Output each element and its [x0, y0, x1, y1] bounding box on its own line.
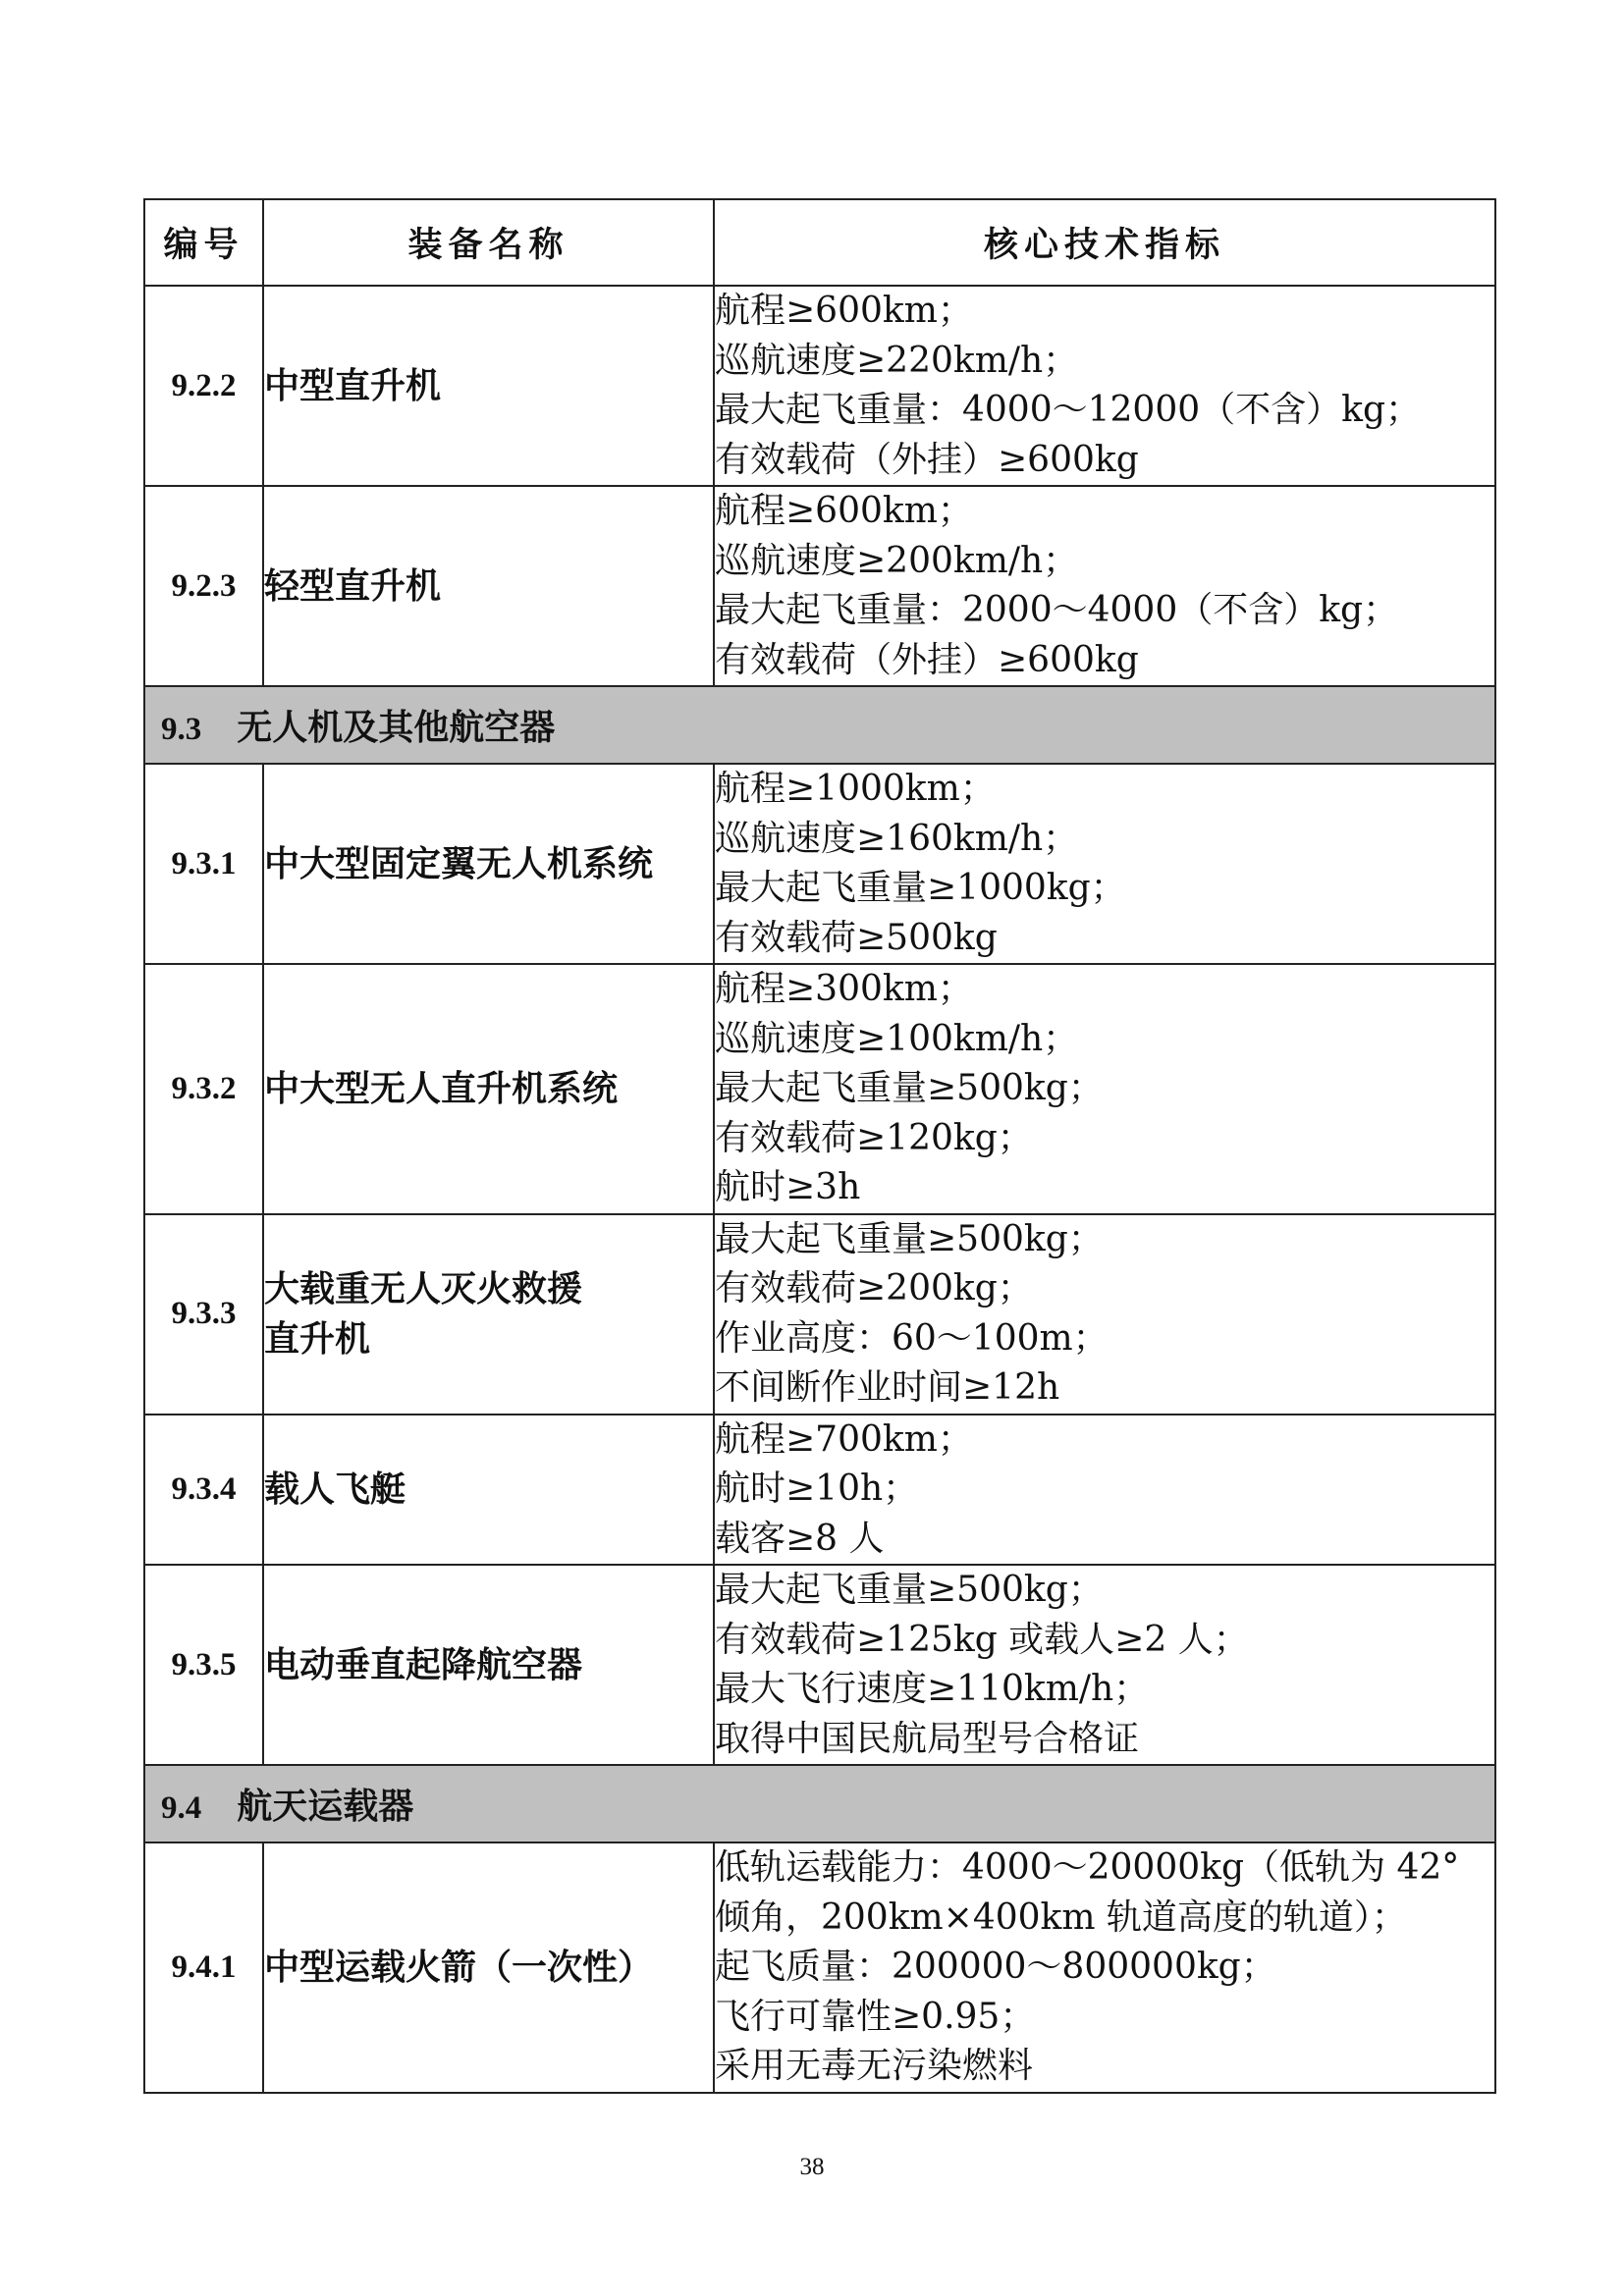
equipment-name — [263, 286, 714, 486]
spec-line: 采用无毒无污染燃料 — [715, 2046, 1034, 2086]
equipment-name — [263, 1415, 714, 1566]
spec-line: 作业高度：60～100m； — [715, 1317, 1109, 1359]
section-label: 航天运载器 — [237, 1787, 414, 1827]
item-number: 9.3.5 — [144, 1565, 263, 1765]
equipment-name-line: 中型运载火箭（一次性） — [264, 1947, 654, 1988]
tech-specs — [714, 486, 1495, 686]
equipment-name-line: 中大型无人直升机系统 — [264, 1068, 619, 1109]
item-number: 9.2.3 — [144, 486, 263, 686]
tech-specs — [714, 1415, 1495, 1566]
item-number: 9.2.2 — [144, 286, 263, 486]
spec-line: 有效载荷≥200kg； — [715, 1268, 1033, 1308]
equipment-name-line: 大载重无人灭火救援 — [264, 1268, 583, 1309]
table-row — [144, 1842, 1495, 2093]
equipment-name-line: 轻型直升机 — [264, 565, 442, 607]
equipment-name-line: 直升机 — [264, 1318, 371, 1360]
tech-specs — [714, 764, 1495, 964]
spec-line: 有效载荷≥500kg — [715, 917, 998, 958]
equipment-name-line: 中型直升机 — [264, 365, 442, 406]
spec-line: 最大起飞重量：2000～4000（不含）kg； — [715, 590, 1399, 630]
table-row — [144, 1415, 1495, 1566]
spec-line: 航程≥600km； — [715, 491, 973, 531]
spec-line: 最大起飞重量≥500kg； — [715, 1068, 1104, 1108]
spec-line: 航程≥600km； — [715, 291, 973, 331]
table-row — [144, 764, 1495, 964]
equipment-name — [263, 1842, 714, 2093]
item-number: 9.3.2 — [144, 964, 263, 1214]
spec-line: 有效载荷（外挂）≥600kg — [715, 639, 1139, 680]
table-row — [144, 1565, 1495, 1765]
equipment-name-line: 载人飞艇 — [264, 1468, 406, 1510]
equipment-name — [263, 764, 714, 964]
equipment-name — [263, 1214, 714, 1415]
item-number: 9.3.1 — [144, 764, 263, 964]
spec-line: 有效载荷（外挂）≥600kg — [715, 439, 1139, 480]
tech-specs — [714, 1214, 1495, 1415]
equipment-name — [263, 486, 714, 686]
item-number: 9.3.3 — [144, 1214, 263, 1415]
spec-line: 有效载荷≥120kg； — [715, 1117, 1033, 1158]
equipment-name-line: 中大型固定翼无人机系统 — [264, 843, 654, 884]
section-number: 9.3 — [161, 712, 202, 747]
tech-specs — [714, 964, 1495, 1214]
section-number: 9.4 — [161, 1790, 202, 1826]
spec-line: 低轨运载能力：4000～20000kg（低轨为 42° — [715, 1847, 1460, 1888]
section-title — [144, 686, 1495, 764]
equipment-name-line: 电动垂直起降航空器 — [264, 1644, 583, 1685]
table-row — [144, 286, 1495, 486]
spec-line: 最大起飞重量≥500kg； — [715, 1218, 1104, 1259]
spec-line: 巡航速度≥200km/h； — [715, 540, 1079, 581]
section-row — [144, 686, 1495, 764]
item-number: 9.4.1 — [144, 1842, 263, 2093]
tech-specs — [714, 1565, 1495, 1765]
spec-line: 载客≥8 人 — [715, 1518, 885, 1559]
page-number: 38 — [799, 2154, 825, 2180]
spec-line: 起飞质量：200000～800000kg； — [715, 1947, 1276, 1987]
spec-line: 航程≥1000km； — [715, 769, 996, 809]
equipment-name — [263, 964, 714, 1214]
section-row — [144, 1765, 1495, 1842]
spec-line: 最大起飞重量≥500kg； — [715, 1570, 1104, 1610]
spec-line: 最大飞行速度≥110km/h； — [715, 1669, 1150, 1709]
header-col-name: 装备名称 — [263, 199, 714, 286]
spec-line: 取得中国民航局型号合格证 — [715, 1718, 1140, 1759]
spec-line: 巡航速度≥220km/h； — [715, 340, 1079, 381]
equipment-spec-table — [143, 198, 1496, 2094]
table-header-row — [144, 199, 1495, 286]
spec-line: 倾角，200km×400km 轨道高度的轨道）； — [715, 1896, 1407, 1938]
tech-specs — [714, 286, 1495, 486]
spec-line: 航时≥10h； — [715, 1468, 919, 1509]
table-row — [144, 964, 1495, 1214]
tech-specs — [714, 1842, 1495, 2093]
table-body — [144, 286, 1495, 2093]
equipment-name — [263, 1565, 714, 1765]
item-number: 9.3.4 — [144, 1415, 263, 1566]
spec-line: 飞行可靠性≥0.95； — [715, 1996, 1036, 2037]
header-col-no: 编号 — [144, 199, 263, 286]
spec-line: 最大起飞重量≥1000kg； — [715, 868, 1126, 908]
header-col-spec: 核心技术指标 — [714, 199, 1495, 286]
table-row — [144, 1214, 1495, 1415]
section-label: 无人机及其他航空器 — [237, 708, 556, 748]
spec-line: 巡航速度≥160km/h； — [715, 818, 1079, 859]
spec-line: 巡航速度≥100km/h； — [715, 1018, 1079, 1059]
spec-line: 不间断作业时间≥12h — [715, 1367, 1060, 1408]
spec-line: 最大起飞重量：4000～12000（不含）kg； — [715, 390, 1421, 430]
spec-line: 航程≥300km； — [715, 969, 973, 1009]
spec-line: 航时≥3h — [715, 1167, 861, 1207]
section-title — [144, 1765, 1495, 1842]
spec-line: 有效载荷≥125kg 或载人≥2 人； — [715, 1619, 1249, 1660]
table-row — [144, 486, 1495, 686]
spec-line: 航程≥700km； — [715, 1418, 973, 1460]
